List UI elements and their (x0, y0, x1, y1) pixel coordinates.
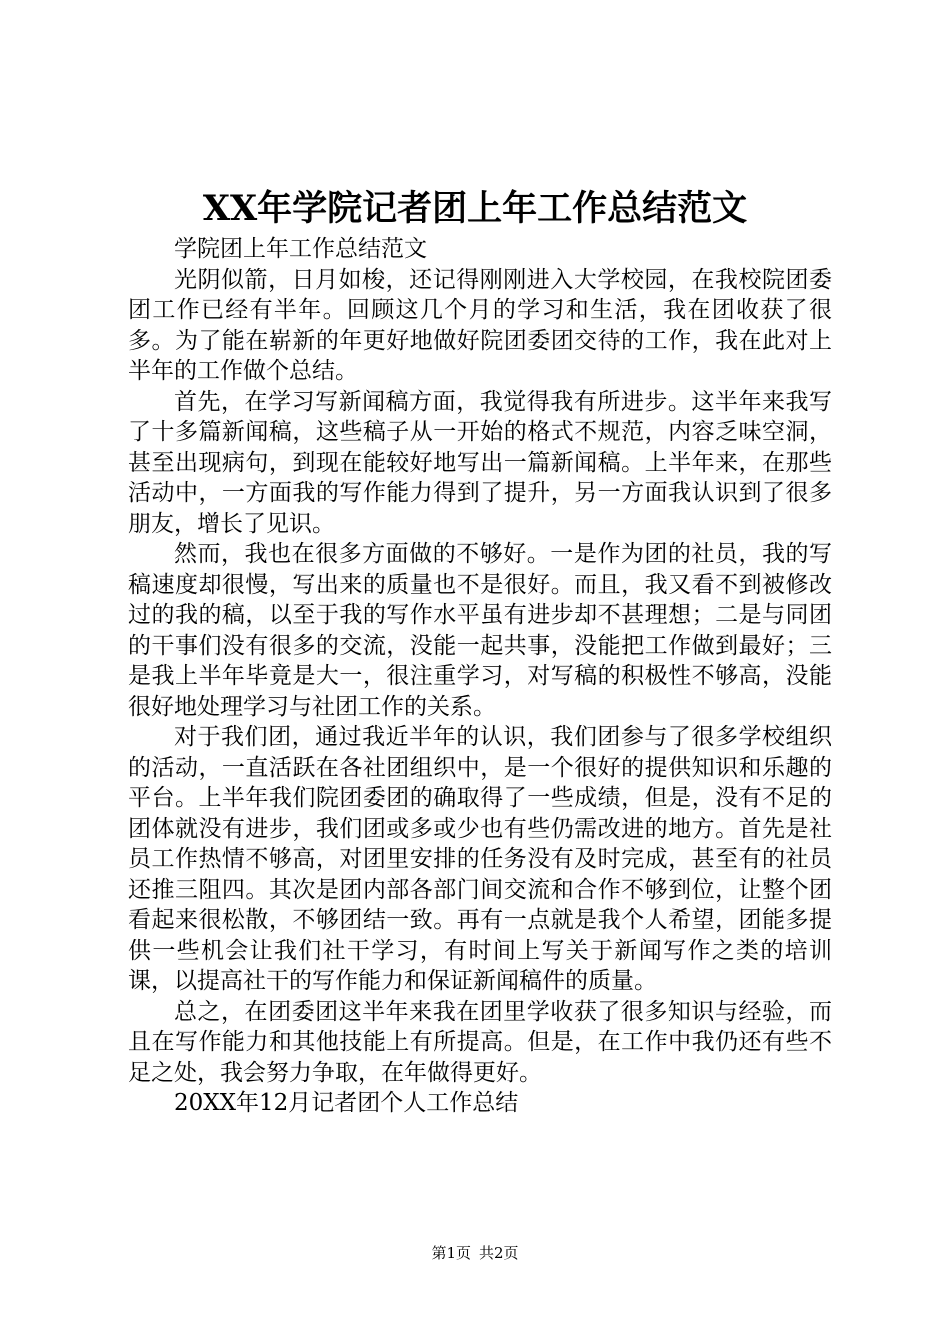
page-number: 第1页 (431, 1244, 471, 1262)
paragraph-subtitle: 学院团上年工作总结范文 (174, 236, 427, 262)
paragraph-progress: 首先，在学习写新闻稿方面，我觉得我有所进步。这半年来我写了十多篇新闻稿，这些稿子从一开始的格式不规范，内容乏味空洞，甚至出现病句，到现在能较好地写出一篇新闻稿。上半年来，在那些活动中，一方面我的写作能力得到了提升，另一方面我认识到了很多朋友，增长了见识。 (128, 388, 832, 537)
page-footer (0, 1243, 950, 1263)
document-title: XX年学院记者团上年工作总结范文 (202, 188, 748, 229)
paragraph-shortcomings: 然而，我也在很多方面做的不够好。一是作为团的社员，我的写稿速度却很慢，写出来的质量也不是很好。而且，我又看不到被修改过的我的稿，以至于我的写作水平虽有进步却不甚理想；二是与同团的干事们没有很多的交流，没能一起共事，没能把工作做到最好；三是我上半年毕竟是大一，很注重学习，对写稿的积极性不够高，没能很好地处理学习与社团工作的关系。 (128, 541, 832, 720)
paragraph-intro: 光阴似箭，日月如梭，还记得刚刚进入大学校园，在我校院团委团工作已经有半年。回顾这几个月的学习和生活，我在团收获了很多。为了能在崭新的年更好地做好院团委团交待的工作，我在此对上半年的工作做个总结。 (128, 266, 832, 384)
document-body (128, 234, 832, 1119)
paragraph-team: 对于我们团，通过我近半年的认识，我们团参与了很多学校组织的活动，一直活跃在各社团组织中，是一个很好的提供知识和乐趣的平台。上半年我们院团委团的确取得了一些成绩，但是，没有不足的团体就没有进步，我们团或多或少也有些仍需改进的地方。首先是社员工作热情不够高，对团里安排的任务没有及时完成，甚至有的社员还推三阻四。其次是团内部各部门间交流和合作不够到位，让整个团看起来很松散，不够团结一致。再有一点就是我个人希望，团能多提供一些机会让我们社干学习，有时间上写关于新闻写作之类的培训课，以提高社干的写作能力和保证新闻稿件的质量。 (128, 724, 832, 994)
page-total: 共2页 (479, 1244, 519, 1262)
paragraph-conclusion: 总之，在团委团这半年来我在团里学收获了很多知识与经验，而且在写作能力和其他技能上有所提高。但是，在工作中我仍还有些不足之处，我会努力争取，在年做得更好。 (128, 998, 832, 1086)
paragraph-date: 20XX年12月记者团个人工作总结 (174, 1090, 519, 1116)
